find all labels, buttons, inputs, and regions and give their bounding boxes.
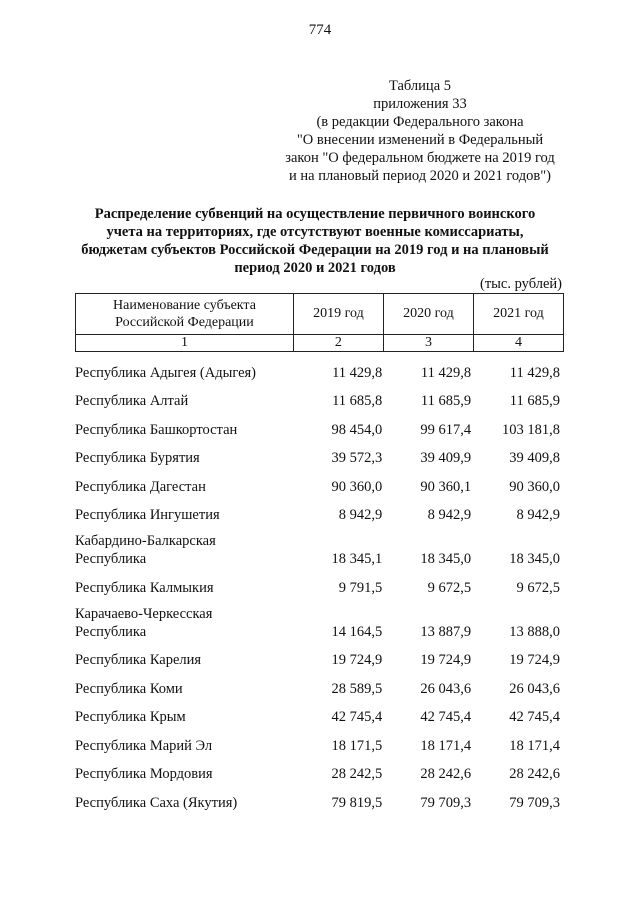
header-line: приложения 33 — [373, 96, 467, 112]
column-number: 3 — [383, 335, 473, 352]
table-row — [75, 441, 564, 470]
header-2020: 2020 год — [383, 294, 473, 335]
title-line: период 2020 и 2021 годов — [234, 260, 396, 276]
header-subject-line2: Российской Федерации — [115, 315, 254, 330]
value-2021: 28 242,6 — [509, 766, 560, 782]
value-2021: 26 043,6 — [509, 680, 560, 697]
value-2020: 11 685,9 — [420, 393, 472, 409]
subject-name-line2: Республика — [75, 551, 147, 567]
value-2019: 19 724,9 — [331, 652, 383, 668]
value-2019: 9 791,5 — [338, 579, 383, 596]
value-2020: 19 724,9 — [420, 652, 472, 668]
value-2021: 19 724,9 — [509, 652, 560, 668]
value-2021: 42 745,4 — [509, 709, 560, 725]
subject-name: Республика Калмыкия — [75, 579, 214, 596]
table-row — [75, 384, 564, 413]
table-reference-header — [270, 77, 570, 185]
subject-name: Республика Крым — [75, 709, 186, 725]
document-title — [60, 205, 570, 277]
header-line: и на плановый период 2020 и 2021 годов") — [289, 168, 551, 184]
subject-name-line1: Кабардино-Балкарская — [75, 533, 216, 549]
table-row — [75, 498, 564, 527]
header-2021: 2021 год — [473, 294, 563, 335]
value-2019: 39 572,3 — [331, 450, 383, 466]
value-2021: 79 709,3 — [509, 794, 560, 811]
header-line: Таблица 5 — [388, 78, 451, 94]
value-2019: 28 242,5 — [331, 766, 383, 782]
table-row — [75, 570, 564, 599]
subject-name: Республика Ингушетия — [75, 507, 220, 523]
value-2020: 13 887,9 — [420, 623, 472, 640]
table-body — [75, 355, 564, 814]
header-line: закон "О федеральном бюджете на 2019 год — [285, 150, 555, 166]
header-line: (в редакции Федерального закона — [316, 114, 524, 130]
subject-name — [75, 605, 293, 643]
value-2021: 9 672,5 — [516, 579, 560, 596]
value-2021: 8 942,9 — [516, 507, 560, 523]
value-2020: 28 242,6 — [420, 766, 472, 782]
value-2020: 26 043,6 — [420, 680, 472, 697]
table-row — [75, 469, 564, 498]
subject-name: Республика Алтай — [75, 393, 189, 409]
subject-name: Республика Марий Эл — [75, 737, 213, 754]
title-line: Распределение субвенций на осуществление первичного воинского — [94, 206, 536, 222]
table-row — [75, 757, 564, 786]
table-row — [75, 671, 564, 700]
header-subject-line1: Наименование субъекта — [113, 298, 256, 313]
value-2021: 11 685,9 — [509, 393, 560, 409]
value-2019: 28 589,5 — [331, 680, 383, 697]
value-2021: 11 429,8 — [509, 364, 560, 381]
value-2019: 18 345,1 — [331, 551, 383, 567]
value-2019: 11 429,8 — [332, 364, 383, 381]
table-row — [75, 700, 564, 729]
value-2020: 39 409,9 — [420, 450, 472, 466]
value-2021: 90 360,0 — [509, 478, 560, 495]
column-number: 2 — [293, 335, 383, 352]
title-line: бюджетам субъектов Российской Федерации на 2019 год и на плановый — [81, 242, 549, 258]
value-2019: 42 745,4 — [331, 709, 383, 725]
subject-name — [75, 532, 293, 570]
header-2019: 2019 год — [293, 294, 383, 335]
table-header — [75, 293, 564, 352]
subject-name: Республика Саха (Якутия) — [75, 794, 238, 811]
subject-name: Республика Адыгея (Адыгея) — [75, 364, 257, 381]
value-2019: 11 685,8 — [332, 393, 383, 409]
value-2020: 9 672,5 — [427, 579, 472, 596]
page-number: 774 — [308, 22, 332, 38]
value-2020: 99 617,4 — [420, 421, 472, 438]
title-line: учета на территориях, где отсутствуют военные комиссариаты, — [106, 224, 524, 240]
value-2021: 18 171,4 — [509, 737, 560, 754]
header-subject-name — [76, 294, 294, 335]
subject-name: Республика Бурятия — [75, 450, 200, 466]
value-2020: 90 360,1 — [420, 478, 472, 495]
value-2020: 18 345,0 — [420, 551, 472, 567]
value-2020: 8 942,9 — [427, 507, 472, 523]
value-2021: 18 345,0 — [509, 551, 560, 567]
value-2021: 13 888,0 — [509, 623, 560, 640]
value-2019: 90 360,0 — [331, 478, 383, 495]
subject-name: Республика Башкортостан — [75, 421, 238, 438]
table-row — [75, 728, 564, 757]
table-row — [75, 599, 564, 643]
subject-name: Республика Коми — [75, 680, 183, 697]
table-row — [75, 412, 564, 441]
value-2019: 79 819,5 — [331, 794, 383, 811]
units-label: (тыс. рублей) — [480, 276, 562, 292]
value-2020: 42 745,4 — [420, 709, 472, 725]
table-row — [75, 355, 564, 384]
column-number: 1 — [76, 335, 294, 352]
subject-name-line2: Республика — [75, 623, 147, 640]
value-2019: 98 454,0 — [331, 421, 383, 438]
table-row — [75, 785, 564, 814]
table-row — [75, 643, 564, 672]
value-2020: 11 429,8 — [420, 364, 472, 381]
table-row — [75, 526, 564, 570]
value-2020: 18 171,4 — [420, 737, 472, 754]
value-2019: 8 942,9 — [338, 507, 383, 523]
subject-name: Республика Дагестан — [75, 478, 206, 495]
header-line: "О внесении изменений в Федеральный — [296, 132, 544, 148]
subject-name: Республика Карелия — [75, 652, 202, 668]
subject-name: Республика Мордовия — [75, 766, 213, 782]
column-number: 4 — [473, 335, 563, 352]
value-2020: 79 709,3 — [420, 794, 472, 811]
value-2019: 18 171,5 — [331, 737, 383, 754]
value-2021: 39 409,8 — [509, 450, 560, 466]
subject-name-line1: Карачаево-Черкесская — [75, 605, 213, 622]
value-2019: 14 164,5 — [331, 623, 383, 640]
value-2021: 103 181,8 — [502, 421, 560, 438]
